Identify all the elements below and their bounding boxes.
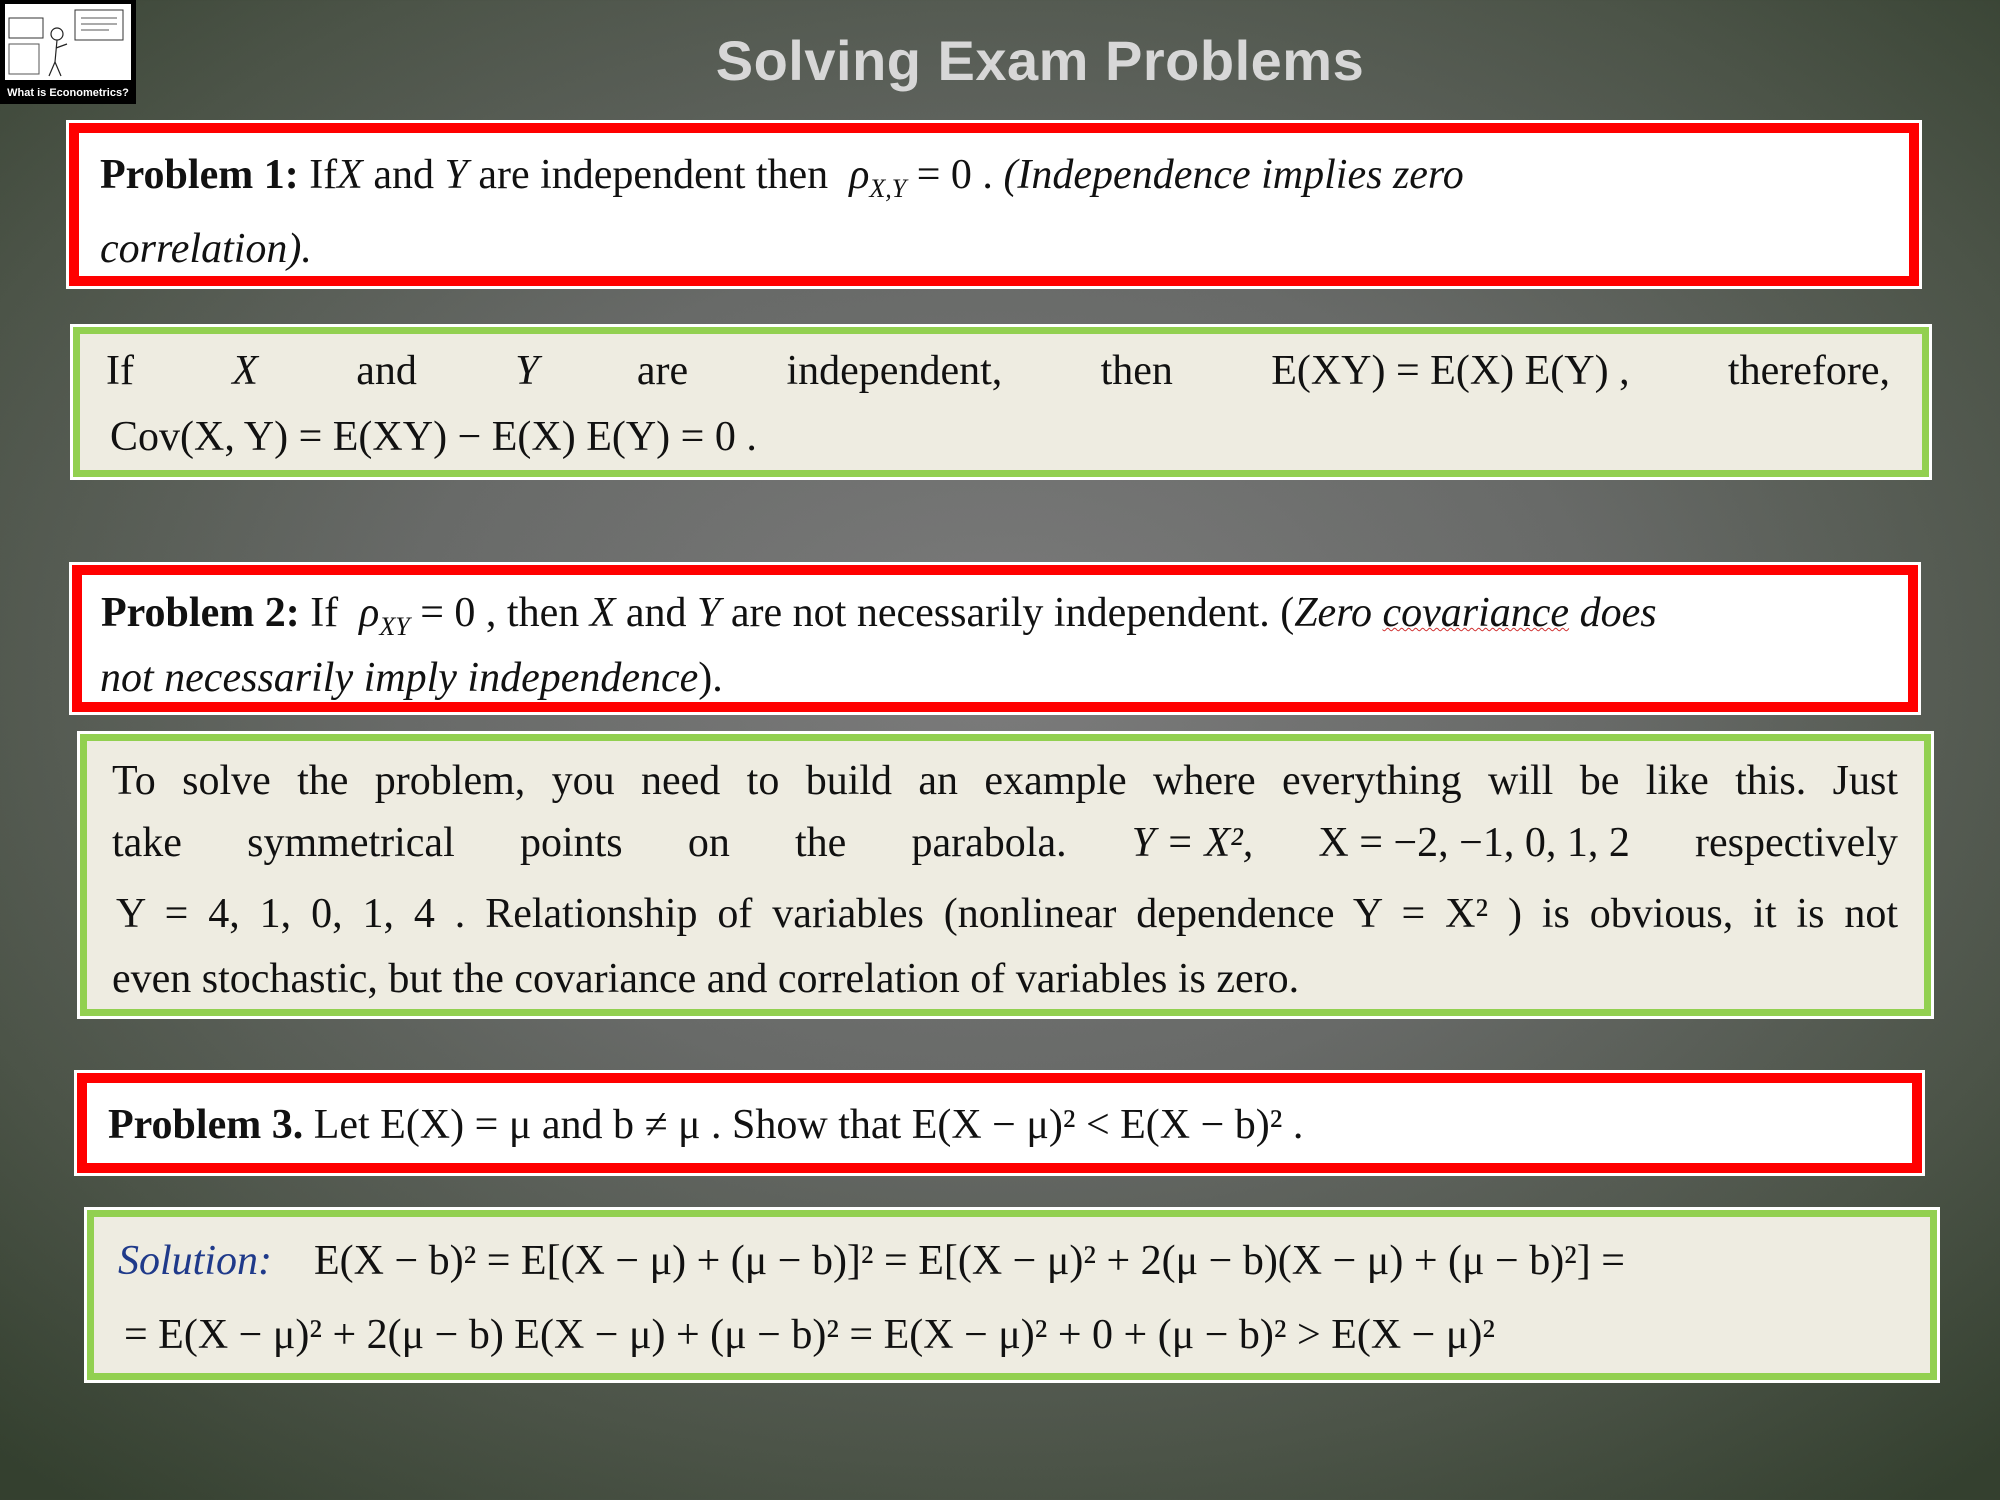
rho-symbol-2: ρ <box>359 590 380 636</box>
spellcheck-underline: covariance <box>1382 590 1570 636</box>
problem-2-label: Problem 2: <box>101 590 300 636</box>
problem-1-box <box>69 123 1919 286</box>
solution-3-line-1: Solution: E(X − b)² = E[(X − μ) + (μ − b)]² = E[(X − μ)² + 2(μ − b)(X − μ) + (μ − b)²] = <box>118 1238 1625 1284</box>
problem-1-label: Problem 1: <box>100 152 299 198</box>
problem-2-line-1: Problem 2: If $\rho_{XY} = 0$ , then X and Y are not necessarily independent. (Zero covariance does <box>101 590 1657 642</box>
problem-3-label: Problem 3. <box>108 1102 304 1148</box>
solution-1-line-1: If X and Y are independent, then E(XY) = E(X) E(Y) , therefore, <box>106 348 1890 394</box>
problem-2-line-2: not necessarily imply independence). <box>100 655 723 701</box>
rho-symbol: ρ <box>849 152 870 198</box>
logo-caption: What is Econometrics? <box>7 87 129 99</box>
problem-3-line: Problem 3. Let E(X) = μ and b ≠ μ . Show that E(X − μ)² < E(X − b)² . <box>108 1102 1304 1148</box>
solution-2-line-1: To solve the problem, you need to build an example where everything will be like this. Just <box>112 758 1898 804</box>
problem-1-line-1: Problem 1: IfX and Y are independent then $\rho_{X,Y} = 0$ . (Independence implies zero <box>100 152 1464 204</box>
solution-2-line-2: take symmetrical points on the parabola. Y = X², X = −2, −1, 0, 1, 2 respectively <box>112 820 1898 866</box>
problem-1-line-2: correlation). <box>100 226 312 272</box>
solution-1-line-2: Cov(X, Y) = E(XY) − E(X) E(Y) = 0 . <box>110 414 757 460</box>
solution-2-line-4: even stochastic, but the covariance and correlation of variables is zero. <box>112 956 1300 1002</box>
solution-2-line-3: Y = 4, 1, 0, 1, 4 . Relationship of variables (nonlinear dependence Y = X² ) is obvious, it is not <box>116 891 1898 937</box>
solution-3-label: Solution: <box>118 1238 272 1284</box>
solution-3-line-2: = E(X − μ)² + 2(μ − b) E(X − μ) + (μ − b)² = E(X − μ)² + 0 + (μ − b)² > E(X − μ)² <box>124 1312 1495 1358</box>
page-title: Solving Exam Problems <box>715 29 1365 92</box>
